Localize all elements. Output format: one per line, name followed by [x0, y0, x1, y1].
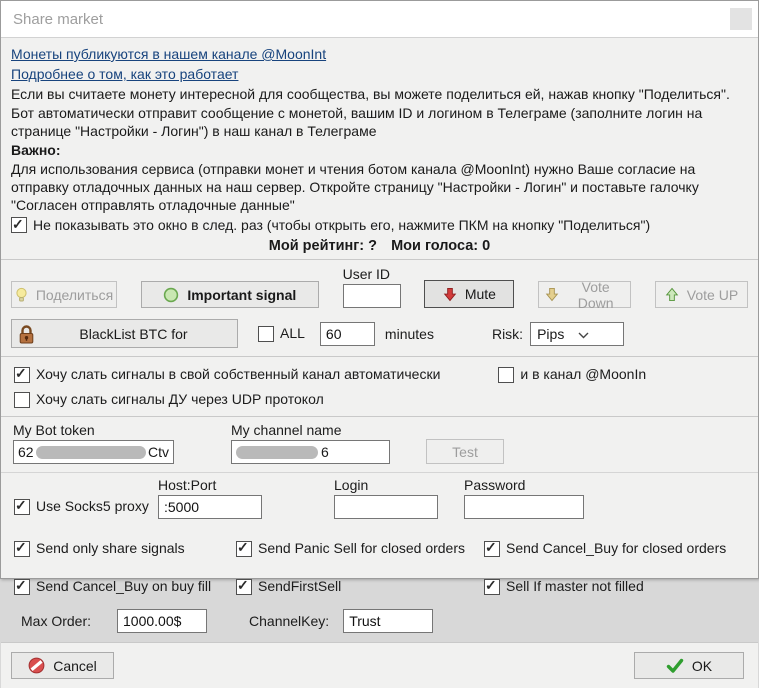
own-channel-label: Хочу слать сигналы в свой собственный канал автоматически — [36, 366, 441, 382]
bot-token-group — [13, 422, 174, 464]
send-cancel-buy-fill-checkbox[interactable] — [14, 578, 236, 595]
login-group — [334, 477, 438, 519]
bot-token-field[interactable] — [13, 440, 174, 464]
all-label: ALL — [280, 325, 305, 341]
send-panic-sell-checkbox[interactable] — [236, 540, 484, 557]
user-id-group — [343, 266, 401, 308]
my-rating-value: Мой рейтинг: ? — [268, 238, 378, 254]
test-button[interactable] — [426, 439, 504, 464]
share-button[interactable] — [11, 281, 117, 308]
vote-up-label: Vote UP — [686, 286, 739, 303]
titlebar — [1, 1, 758, 38]
max-order-label: Max Order: — [21, 613, 92, 629]
sell-if-master-checkbox[interactable] — [484, 578, 748, 595]
mute-button[interactable] — [424, 280, 514, 308]
chevron-down-icon — [578, 326, 619, 342]
close-button[interactable] — [730, 8, 752, 30]
bot-token-prefix: 62 — [18, 444, 34, 460]
footer-bar — [1, 642, 758, 688]
signal-circle-icon — [163, 287, 179, 303]
risk-select[interactable] — [530, 322, 624, 346]
password-group — [464, 477, 584, 519]
important-signal-button[interactable] — [141, 281, 319, 308]
host-port-input[interactable] — [158, 495, 262, 519]
user-id-input[interactable] — [343, 284, 401, 308]
minutes-input[interactable] — [320, 322, 375, 346]
send-options-grid — [1, 528, 758, 605]
important-signal-label: Important signal — [187, 286, 297, 303]
info-block — [1, 38, 758, 259]
host-port-label: Host:Port — [158, 477, 217, 493]
vote-up-arrow-icon — [665, 287, 679, 302]
checkbox-icon[interactable] — [11, 217, 27, 233]
own-channel-checkbox[interactable] — [14, 366, 440, 383]
checkbox-icon[interactable] — [14, 579, 30, 595]
checkbox-icon[interactable] — [14, 499, 30, 515]
checkbox-icon[interactable] — [258, 326, 274, 342]
minutes-label: minutes — [384, 325, 434, 342]
ok-button[interactable] — [634, 652, 744, 679]
host-port-group — [158, 477, 262, 519]
vote-down-arrow-icon — [545, 287, 559, 302]
send-cancel-buy-closed-checkbox[interactable] — [484, 540, 748, 557]
cancel-label: Cancel — [53, 657, 97, 674]
channel-key-input[interactable] — [343, 609, 433, 633]
bot-section — [1, 416, 758, 472]
lock-icon — [17, 324, 36, 345]
socks5-label: Use Socks5 proxy — [36, 498, 149, 514]
socks5-checkbox[interactable] — [14, 498, 150, 515]
mute-arrow-down-icon — [443, 287, 457, 302]
login-label: Login — [334, 477, 369, 493]
bulb-icon — [15, 287, 28, 303]
all-checkbox[interactable] — [258, 325, 305, 342]
channel-name-suffix: 6 — [321, 444, 329, 460]
channel-key-label: ChannelKey: — [249, 613, 330, 629]
channel-link[interactable]: Монеты публикуются в нашем канале @MoonInt — [11, 46, 327, 62]
intro-text-2: Бот автоматически отправит сообщение с монетой, вашим ID и логином в Телеграме (заполните логин на странице "Настройки - Логин") в наш канал в Телеграме — [11, 105, 703, 139]
blacklist-label: BlackList BTC for — [79, 325, 188, 342]
intro-text-1: Если вы считаете монету интересной для сообщества, вы можете поделиться ей, нажав кнопку "Поделиться". — [11, 86, 730, 102]
checkbox-icon[interactable] — [484, 541, 500, 557]
blacklist-button[interactable] — [11, 319, 238, 348]
cancel-button[interactable] — [11, 652, 114, 679]
checkbox-icon[interactable] — [498, 367, 514, 383]
checkbox-icon[interactable] — [14, 541, 30, 557]
checkbox-icon[interactable] — [484, 579, 500, 595]
sell-if-master-label: Sell If master not filled — [506, 578, 644, 594]
important-label: Важно: — [11, 142, 61, 158]
mute-label: Mute — [464, 286, 496, 302]
channel-name-label: My channel name — [231, 422, 342, 438]
channel-options-section — [1, 356, 758, 416]
bot-token-label: My Bot token — [13, 422, 95, 438]
login-input[interactable] — [334, 495, 438, 519]
proxy-section — [1, 472, 758, 528]
important-text: Для использования сервиса (отправки монет и чтения ботом канала @MoonInt) нужно Ваше согласие на отправку отладочных данных на наш сервер. Откройте страницу "Настройки - Логин" и поставьте галочку "Согласен отправлять отладочные данные" — [11, 161, 699, 213]
user-id-label: User ID — [342, 266, 391, 282]
send-panic-sell-label: Send Panic Sell for closed orders — [258, 540, 465, 556]
risk-label: Risk: — [491, 325, 524, 342]
checkbox-icon[interactable] — [236, 579, 252, 595]
window-title: Share market — [13, 10, 104, 28]
checkbox-icon[interactable] — [14, 392, 30, 408]
password-input[interactable] — [464, 495, 584, 519]
udp-checkbox[interactable] — [14, 391, 748, 408]
moon-channel-checkbox[interactable] — [498, 366, 646, 383]
channel-name-field[interactable] — [231, 440, 390, 464]
rating-line — [11, 237, 748, 255]
udp-label: Хочу слать сигналы ДУ через UDP протокол — [36, 391, 324, 407]
ok-check-icon — [666, 658, 684, 674]
dont-show-again-label: Не показывать это окно в след. раз (чтобы открыть его, нажмите ПКМ на кнопку "Поделиться") — [33, 217, 651, 233]
how-it-works-link[interactable]: Подробнее о том, как это работает — [11, 66, 239, 82]
test-label: Test — [452, 443, 478, 460]
ok-label: OK — [691, 657, 713, 674]
checkbox-icon[interactable] — [236, 541, 252, 557]
bot-token-suffix: Ctv — [148, 444, 169, 460]
send-only-share-checkbox[interactable] — [14, 540, 236, 557]
vote-down-button[interactable] — [538, 278, 631, 311]
password-label: Password — [464, 477, 526, 493]
channel-name-group — [231, 422, 390, 464]
send-cancel-buy-closed-label: Send Cancel_Buy for closed orders — [506, 540, 727, 556]
send-first-sell-label: SendFirstSell — [258, 578, 342, 594]
redaction-blob — [36, 446, 146, 459]
cancel-icon — [28, 657, 45, 674]
send-cancel-buy-fill-label: Send Cancel_Buy on buy fill — [36, 578, 212, 594]
send-only-share-label: Send only share signals — [36, 540, 185, 556]
risk-selected-value: Pips — [537, 325, 565, 342]
moon-channel-label: и в канал @MoonIn — [520, 366, 647, 382]
max-order-input[interactable] — [117, 609, 207, 633]
send-first-sell-checkbox[interactable] — [236, 578, 484, 595]
my-votes-value: Мои голоса: 0 — [391, 238, 491, 254]
vote-down-label: Vote Down — [577, 278, 614, 311]
checkbox-icon[interactable] — [14, 367, 30, 383]
vote-up-button[interactable] — [655, 281, 748, 308]
share-label: Поделиться — [35, 286, 114, 303]
dont-show-again-checkbox[interactable] — [11, 216, 748, 234]
actions-section — [1, 259, 758, 356]
limits-section — [1, 605, 758, 642]
redaction-blob — [236, 446, 318, 459]
